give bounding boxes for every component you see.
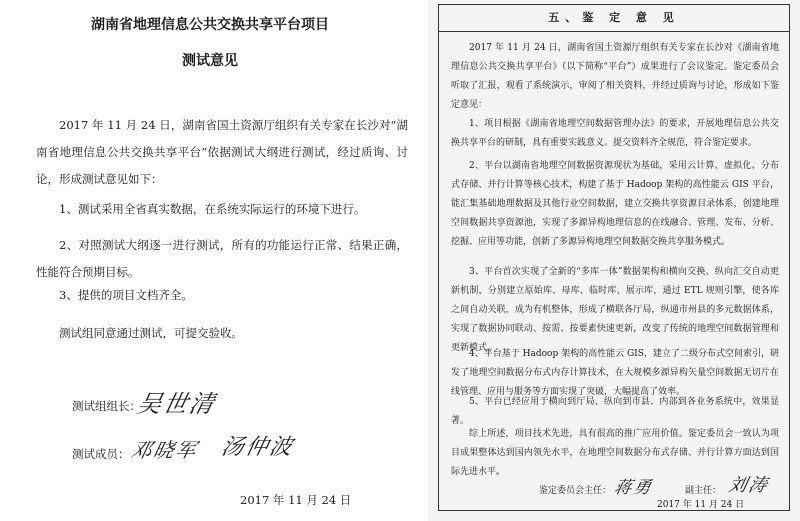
member-signature-2: 汤仲波 [218, 435, 297, 460]
appraisal-item-3: 3、平台首次实现了全新的“多库一体”数据架构和横向交换、纵向汇交自动更新机制，分别建立原始库、母库、临时库、展示库，通过 ETL 规则引擎，使各库之间自动关联，成为有机整体，形成了横联各厅局，纵通市州县的多元数据体系，实现了数据协同联动、按需、按要素快速更新，改变了传统的地理空间数据管理和更新模式。 [451, 267, 779, 353]
opinion-item-2: 2、对照测试大纲逐一进行测试，所有的功能运行正常、结果正确，性能符合预期目标。 [36, 238, 408, 279]
intro-paragraph: 2017 年 11 月 24 日，湖南省国土资源厅组织有关专家在长沙对“湖南省地理信息公共交换共享平台”依据测试大纲进行测试，经过质询、讨论，形成测试意见如下： [36, 118, 408, 186]
members-label: 测试成员： [72, 447, 130, 461]
appraisal-opinion-page [428, 0, 800, 521]
opinion-item-3: 3、提供的项目文档齐全。 [59, 288, 193, 302]
appraisal-summary: 综上所述，项目技术先进，具有很高的推广应用价值。鉴定委员会一致认为项目成果整体达到国内领先水平，在地理空间数据分布式存储、并行计算方面达到国际先进水平。 [451, 429, 779, 477]
opinion-item-1: 1、测试采用全省真实数据，在系统实际运行的环境下进行。 [59, 202, 366, 216]
vice-chair-signature: 刘涛 [726, 475, 771, 496]
member-signature-1: 邓晓军 [129, 438, 201, 462]
appraisal-intro: 2017 年 11 月 24 日，湖南省国土资源厅组织有关专家在长沙对《湖南省地理信息公共交换共享平台》（以下简称“平台”）成果进行了会议鉴定。鉴定委员会听取了汇报，观看了系统演示，审阅了相关资料，并经过质询与讨论，形成如下鉴定意见： [451, 43, 779, 110]
appraisal-item-4: 4、平台基于 Hadoop 架构的高性能云 GIS，建立了二级分布式空间索引，研发了地理空间数据分布式内存计算技术，在大规模多源异构矢量空间数据无切片在线管理、应用与服务等方面实现了突破，大幅提高了效率。 [451, 349, 779, 397]
appraisal-form-frame [438, 4, 790, 511]
leader-signature: 吴世清 [134, 390, 219, 418]
appraisal-item-2: 2、平台以湖南省地理空间数据资源现状为基础，采用云计算、虚拟化、分布式存储、并行计算等核心技术，构建了基于 Hadoop 架构的高性能云 GIS 平台，能汇集基础地理数据及其他行业空间数据，建立交换共享资源目录体系，创建地理空间数据共享资源池，实现了多源异构地理信息的在线融合、管理、发布、分析、挖掘、应用等功能，创新了多源异构地理空间数据交换共享服务模式。 [451, 161, 779, 247]
appraisal-item-5: 5、平台已经应用于横向到厅局、纵向到市县、内部到各业务系统中，效果显著。 [451, 397, 779, 426]
signature-date: 2017 年 11 月 24 日 [240, 493, 352, 507]
vice-chair-label: 副主任： [685, 486, 722, 496]
appraisal-date: 2017 年 11 月 24 日 [657, 500, 745, 510]
document-subtitle: 测试意见 [182, 53, 238, 69]
chair-label: 鉴定委员会主任： [539, 486, 612, 496]
chair-signature: 蒋勇 [612, 478, 655, 498]
leader-label: 测试组组长： [72, 399, 141, 413]
appraisal-header: 五、鉴 定 意 见 [439, 5, 789, 32]
appraisal-item-1: 1、项目根据《湖南省地理空间数据管理办法》的要求，开展地理信息公共交换共享平台的研制，具有重要实践意义。提交资料齐全规范，符合鉴定要求。 [451, 119, 779, 148]
document-title: 湖南省地理信息公共交换共享平台项目 [91, 17, 329, 33]
conclusion-text: 测试组同意通过测试，可提交验收。 [59, 326, 243, 340]
